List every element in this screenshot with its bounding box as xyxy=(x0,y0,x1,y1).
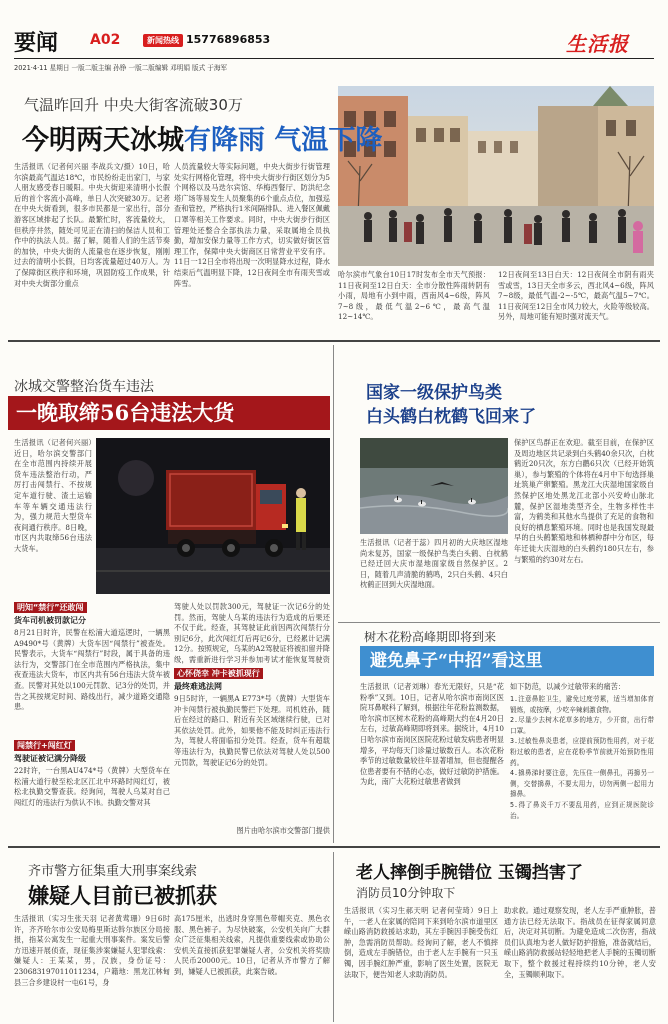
allergy-tip: 4.擤鼻涕时要注意，先压住一侧鼻孔，再擤另一侧，交替擤鼻，不要太用力，切勿两侧一起用力擤鼻。 xyxy=(510,769,654,799)
dateline: 2021·4·11 星期日 一版二版主编 孙铮 一版二版编辑 邓明娟 版式 于海军 xyxy=(14,64,228,72)
lead-headline xyxy=(22,118,382,157)
elderly-subhead: 消防员10分钟取下 xyxy=(356,886,456,900)
masthead-rule xyxy=(14,58,654,59)
truck-photo xyxy=(96,438,330,594)
traffic-sub1-title: 明知“禁行”还敢闯 xyxy=(14,602,87,613)
divider-vertical xyxy=(333,345,334,843)
divider-bottom xyxy=(8,846,660,848)
divider-birds xyxy=(338,622,660,623)
brand-logo: 生活报 xyxy=(566,32,629,56)
traffic-sub3-title: 心怀侥幸 冲卡被抓现行 xyxy=(174,668,263,679)
truck-illustration xyxy=(96,438,330,594)
traffic-headline: 一晚取缔56台违法大货 xyxy=(8,396,330,430)
traffic-sub2-text: 22时许，一台黑AU474*号（黄牌）大型货车在松浦大道行驶至松北区江北中环路时闯红灯，被松北执勤交警查获。经询问，驾驶人乌某对自己闯红灯的违法行为供认不讳。执勤交警对其 xyxy=(14,766,170,807)
allergy-tip: 1.注意鼻腔卫生，避免过度劳累，适当增加体育锻炼，或按摩，少吃辛辣刺激食物。 xyxy=(510,695,654,714)
divider-vertical-bottom xyxy=(333,852,334,1022)
birds-text-right: 保护区鸟群正在欢迎。截至目前，在保护区及周边地区共记录到白头鹤40余只次，白枕鹤近20只次，东方白鹳6只次（已经开始筑巢），参与繁殖的个体将在4月中下旬选择巢址筑巢产卵繁殖。黑龙江大庆湿地国家级自然保护区地处黑龙江北部小兴安岭山脉北麓，保护区湿地类型齐全，生物多样性丰富，为鹤类和其他水鸟提供了充足的食物和良好的栖息繁殖环境。同时也是我国发现最早的白头鹤繁殖地和林栖种群中分布区，每年迁徙大庆湿地的白头鹤约180只左右，参与繁殖的约30对左右。 xyxy=(514,438,654,564)
allergy-kicker: 树木花粉高峰期即将到来 xyxy=(364,630,497,644)
elderly-col-1: 生活报讯（实习生郝天明 记者何莹琦）9日上午，一老人在家属的陪同下来到哈尔滨市道里区嵘山路消防救援站求助，其左手腕因手腕受伤红肿，急需消防员帮助。经询问了解，老人不慎摔倒，造成左手腕错位，由于老人左手腕有一只玉镯，因手腕红肿严重，影响了医生处置，医院无法取下，便告知老人求助消防员。 xyxy=(344,906,498,979)
allergy-headline: 避免鼻子“中招”看这里 xyxy=(360,646,654,676)
traffic-sub3-line: 最终难逃法网 xyxy=(174,681,222,691)
divider-lead xyxy=(8,340,660,342)
police-headline: 嫌疑人目前已被抓获 xyxy=(28,883,217,908)
masthead xyxy=(0,0,668,82)
page-code: A02 xyxy=(90,32,121,48)
allergy-tip: 5.得了鼻炎千万不要乱用药，应到正规医院诊治。 xyxy=(510,800,654,820)
police-col-2: 高175厘米，出逃时身穿黑色带帽夹克、黑色衣服、黑色裤子。为尽快破案，公安机关向广大群众广泛征集相关线索，凡提供重要线索或协助公安机关直接抓获犯罪嫌疑人者，公安机关将奖励人民币20000元。10日，记者从齐市警方了解到，嫌疑人已被抓获，此案告破。 xyxy=(174,914,330,976)
lead-headline-part-a: 今明两天冰城 xyxy=(22,125,184,156)
hotline-number: 15776896853 xyxy=(186,33,271,46)
birds-title-2: 白头鹤白枕鹤飞回来了 xyxy=(366,407,536,427)
traffic-intro: 生活报讯（记者何兴丽）近日，哈尔滨交警部门在全市范围内持续开展货车违法整治行动，严厉打击闯禁行、不按规定车道行驶、渣土运输车等车辆交通违法行为，强力规范大型货车夜间通行秩序。8日晚，市区内共取缔56台违法大货车。 xyxy=(14,438,92,553)
traffic-sub2-title: 闯禁行+闯红灯 xyxy=(14,740,75,751)
lead-kicker: 气温昨回升 中央大街客流破30万 xyxy=(24,96,243,114)
allergy-tip: 3.过敏性鼻炎患者，应提前预防性用药，对于花粉过敏的患者，应在花粉季节前就开始预防性用药。 xyxy=(510,737,654,767)
traffic-col-b1: 驾驶人处以罚款300元，驾驶证一次记6分的处罚。然而，驾驶人乌某的违法行为造成的后果还不仅于此。经查，其驾驶证此前因两次闯禁行分别记6分，此次闯红灯后再记6分，已经累计记满12分。按照规定，乌某的A2驾驶证将被扣留并降级，需重新进行学习并参加考试才能恢复驾驶资 xyxy=(174,602,330,664)
birds-title-1: 国家一级保护鸟类 xyxy=(366,383,502,403)
cranes-illustration xyxy=(360,438,508,534)
traffic-sub1-line: 货车司机被罚款记分 xyxy=(14,615,86,625)
lead-body-col-1: 生活报讯（记者何兴丽 李战兵文/摄）10日，哈尔滨最高气温达18℃，市民纷纷走出家门，与家人朋友感受春日暖阳。中央大街迎来清明小长假后的首个客流小高峰，单日人次突破30万。记者在中央大街看到，很多市民都是一家出行，部分游客区域排起了长队。最繁忙时，客流量较大，但秩序井然，随处可见正在清扫的保洁人员和工作中的执法人员。据了解，随着人们的生活节奏的加快，中央大街的人流量也在逐步恢复，刚刚过去的清明小长假，日均客流量超过40万人。为了保障街区秩序和环境，巩固防疫工作成果，针对中央大街部分重点 xyxy=(14,162,170,288)
traffic-sub2-line: 驾驶证被记满分降级 xyxy=(14,753,86,763)
allergy-col-2-intro: 如下防范，以减少过敏带来的痛苦： xyxy=(510,682,626,691)
traffic-col-b2: 9日5时许，一辆黑A E773*号（黄牌）大型货车冲卡闯禁行被执勤民警拦下处理。司机姓孙，随后在经过的路口、附近有关区域继续行驶，已对其依法处罚。此外，如果他不能及时纠正违法行为，驾驶人将面临扣分处罚。经查，货车有超载等违法行为，执勤民警已依法对驾驶人处以500元罚款，驾驶证记6分的处罚。 xyxy=(174,694,330,767)
traffic-kicker: 冰城交警整治货车违法 xyxy=(14,379,154,395)
lead-body-col-4: 12日夜间至13日白天：12日夜间全市阴有雨夹雪或雪，13日天全市多云，西北风4~6级，阵风7~8级，最低气温-2~-5℃，最高气温5~7℃。11日夜间至12日全市风力较大，火险等级较高。另外，局地可能有短时强对流天气。 xyxy=(498,270,654,322)
traffic-sub1-text: 8月21日时许，民警在松浦大道巡逻时，一辆黑A9490*号（黄牌）大货车因“闯禁行”被查处。民警表示，大货车“闯禁行”时段，属于具备的违法行为，交警部门在全市范围内严格执法，集中夜查违法大货车，市区内共有56台违法大货车被查。民警对其处以100元罚款、记3分的处罚，并告之其按规定时间、路线出行，减少道路交通隐患。 xyxy=(14,628,170,712)
street-crowd-photo xyxy=(338,86,654,266)
police-kicker: 齐市警方征集重大刑事案线索 xyxy=(28,864,198,879)
traffic-photo-caption: 图片由哈尔滨市交警部门提供 xyxy=(236,826,330,835)
police-col-1: 生活报讯（实习生张天羽 记者黄莺珊）9日6时许，齐齐哈尔市公安局梅里斯达斡尔族区分局接报，指某公寓发生一起重大刑事案件。案发后警方迅速开展侦查，现征集涉案嫌疑人犯罪线索：嫌疑人：王某某，男，汉族，身份证号：230683197011011234，户籍地：黑龙江林甸县三合乡建设村一屯61号，身 xyxy=(14,914,170,987)
birds-text-left: 生活报讯（记者于蕊）四月初的大庆地区湿地尚未复苏，国家一级保护鸟类白头鹤、白枕鹤已经迁回大庆市湿地面家级自然保护区。2日，随着几声清脆的鹤鸣，2只白头鹤、4只白枕鹤正回到大庆湿地面。 xyxy=(360,538,508,590)
section-title: 要闻 xyxy=(14,30,59,56)
street-crowd-illustration xyxy=(338,86,654,266)
allergy-tip: 2.尽量少去树木花草多的地方，少开窗，出行带口罩。 xyxy=(510,716,654,735)
lead-body-col-3: 哈尔滨市气象台10日17时发布全市天气预报：11日夜间至12日白天：全市分散性阵雨转阴有小雨，局地有小到中雨，西南风4~6级，阵风7~8级，最低气温2~6℃，最高气温12~14℃。 xyxy=(338,270,490,322)
lead-headline-part-b: 有降雨 气温下降 xyxy=(184,125,383,156)
elderly-headline: 老人摔倒手腕错位 玉镯挡害了 xyxy=(356,863,583,883)
cranes-photo xyxy=(360,438,508,534)
lead-body-col-2: 人员流量较大等实际问题，中央大街步行街管理处实行网格化管理，将中央大街步行街区划分为5个网格以及马迭尔宾馆、华梅西餐厅、防洪纪念塔广场等易发生人员聚集的6个重点点位，加强巡查和管控，严格执行1米间隔排队、进入餐区佩戴口罩等相关工作要求。同时，中央大街步行街区管理处还整合全部执法力量，采取属地全员执勤，增加安保力量等工作方式，切实做好街区管理工作，保障中央大街商区日常营业平安有序。11日一12日全市将出现一次明显降水过程，降水结束后气温明显下降，12日夜间全市有雨夹雪或阵雪。 xyxy=(174,162,330,288)
elderly-col-2: 助求救。通过观察发现，老人左手严重肿胀，普通方法已经无法取下。指战员在征得家属同意后，决定对其切断。为避免造成二次伤害，指战员们认真地为老人做好防护措施，准备就结后，嵘山路消防救援站轻轻地把老人手腕的玉镯切断取下，整个救援过程持续约10分钟，老人安全，玉镯顺利取下。 xyxy=(504,906,656,979)
allergy-tips-list xyxy=(510,694,654,840)
hotline-badge: 新闻热线 xyxy=(143,34,183,47)
allergy-col-1: 生活报讯（记者刘琳）春光无限好，只是“花粉季”又到。10日，记者从哈尔滨市南岗区医院耳鼻喉科了解到，根据往年花粉监测数据，哈尔滨市区树木花粉的高峰期大约在4月20日左右，过敏高峰期即将到来。据统计，4月10日哈尔滨市南岗区医院花粉过敏发病患者明显增多，平均每天门诊量过敏数百人。本次花粉季节的过敏数量较往年显著增加，但也提醒各位患者要有不错的心态，做好过敏防护措施。为此，南广大花粉过敏患者做到 xyxy=(360,682,504,787)
